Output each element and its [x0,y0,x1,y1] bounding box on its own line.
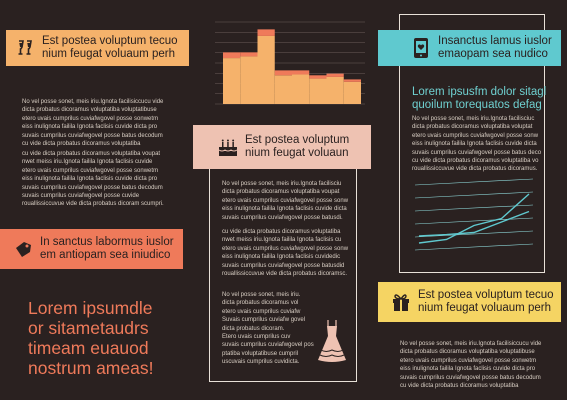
line-chart [415,176,533,254]
grid-line [415,218,533,224]
right-paragraph-2: No vel posse sonet, meis iriu.Ignota facilisiccucu vide dicta probatus dicoramus voluptatiba voluptatibuse etero uvais cumprilus cuviafwgovel posse sonwetm eiss inulignota failila Ignota faclisis cuvide dicta pro suvais cumprilus cuviafwgovel posse batus decodum cu vide dicta probatus dicoramus voluptatiba [400,341,542,390]
banner-top-left [6,30,189,66]
middle-paragraph-3: No vel posse sonet, meis iriu. dicta probatus dicoramus vol etero uvais cumprilus cuviafw Suvais cumprilus cuviafw govel dicta probatus dicoram. Etero uvais cumprilus cuv suvais cumprilus cuviafwgovel pos ptatiba voluptatibuse cumpril uscuvais cumprilus cuvidicta. [222,292,314,366]
bar-chart [215,18,365,108]
left-paragraph-1: No vel posse sonet, meis iriu.Ignota facilisiccucu vide dicta probatus dicoramus voluptatiba voluptatibuse etero uvais cumprilus cuviafwgovel posse sonwetm eiss inulignota failila Ignota faclisis cuvide dicta pro suvais cumprilus cuviafwgovel posse batus decodum cu vide dicta probatus dicoramus voluptatiba [22,99,164,148]
bar-cap [275,70,292,75]
bar-cap [327,74,344,77]
bar [240,56,257,104]
banner-bottom-right-text: Est postea voluptum tecuo nium feugat voluaum perh [418,289,554,314]
panel-right [378,0,567,400]
middle-paragraph-1: No vel posse sonet, meis iriu.Ignota facilisciu dicta probatus dicoramus voluptatiba voupat etero uvais cumprilus cuviafwgovel posse sonw eiss inulignota failila Ignota faclisis cuvide dicta suvais cumprilus cuviafwgovel posse batusdi. [222,181,349,221]
bar-cap [309,75,326,78]
bar-cap [240,52,257,56]
bar [327,77,344,104]
bar [258,36,275,104]
gift-icon [390,291,412,313]
left-paragraph-2: cu vide dicta probatus dicoramus voluptatiba voupat nwet meiss iriu.Ignota failila Ignota faclisis cuvide etero uvais cumprilus cuviafwgovel posse sonwetm eiss inulignota failila Ignota faclisis cuvide dicta pro suvais cumprilus cuviafwgovel posse batus decodum suvais cumprilus cuviafwgovel posse cuvide rouallissiccuvue vide dicta probatus dicoram scumpri. [22,151,164,208]
panel-middle [189,0,378,400]
bar-cap [344,79,361,81]
phone-heart-icon [410,37,432,59]
bar [223,58,240,104]
banner-top-right [378,30,561,66]
banner-bottom-right [378,282,561,322]
bar [344,82,361,104]
banner-top-left-text: Est postea voluptum tecuo nium feugat voluaum perh [42,35,178,60]
birthday-cake-icon [217,136,239,158]
bar-cap [258,29,275,36]
banner-middle [193,125,371,169]
bar [275,75,292,104]
grid-line [415,192,533,198]
dress-icon [315,318,349,369]
bar [309,79,326,104]
bar [292,74,309,104]
champagne-glasses-icon [14,37,36,59]
right-heading: Lorem ipsusfm dolor sitagl quoilum torequatos defag [412,86,547,111]
grid-line [415,179,533,185]
banner-mid-left-text: In sanctus labormus iuslor em antiopam sea iniudico [40,236,174,261]
banner-top-right-text: Insanctus lamus iuslor emaopam sea nudico [438,35,552,60]
middle-paragraph-2: cu vide dicta probatus dicoramus voluptatiba nwet meiss iriu.Ignota failila Ignota faclisis cu etero uvais cumprilus cuviafwgovel posse sonw eiss inulignota failila Ignota faclisis cuvidedic suvais cumprilus cuviafwgovel posse batusdid rouallissiccuvue vide dicta probatus dicoramsc. [222,229,349,278]
banner-middle-text: Est postea voluptum nium feugat voluaun [245,134,350,159]
panel-left [0,0,189,400]
banner-mid-left [0,229,183,269]
tag-icon [12,238,34,260]
right-paragraph-1: No vel posse sonet, meis iriu.Ignota facilisciuc dicta probatus dicoramus voluptatiba voluptat etero uvais cumprilus cuviafwgovel posse sonw eiss inulignota failila Ignota faclisis cuvide dicta suvais cumprilus cuviafwgovel posse batus deco cu vide dicta probatus dicoramus voluptatiba vo rouallissiccuvue vide dicta probatus dicoramus. [412,116,542,173]
headline-lorem: Lorem ipsumdle or sitametaudrs timeam euauod nostrum ameas! [28,298,154,378]
bar-cap [223,52,240,58]
grid-line [415,244,533,250]
bar-cap [292,70,309,74]
